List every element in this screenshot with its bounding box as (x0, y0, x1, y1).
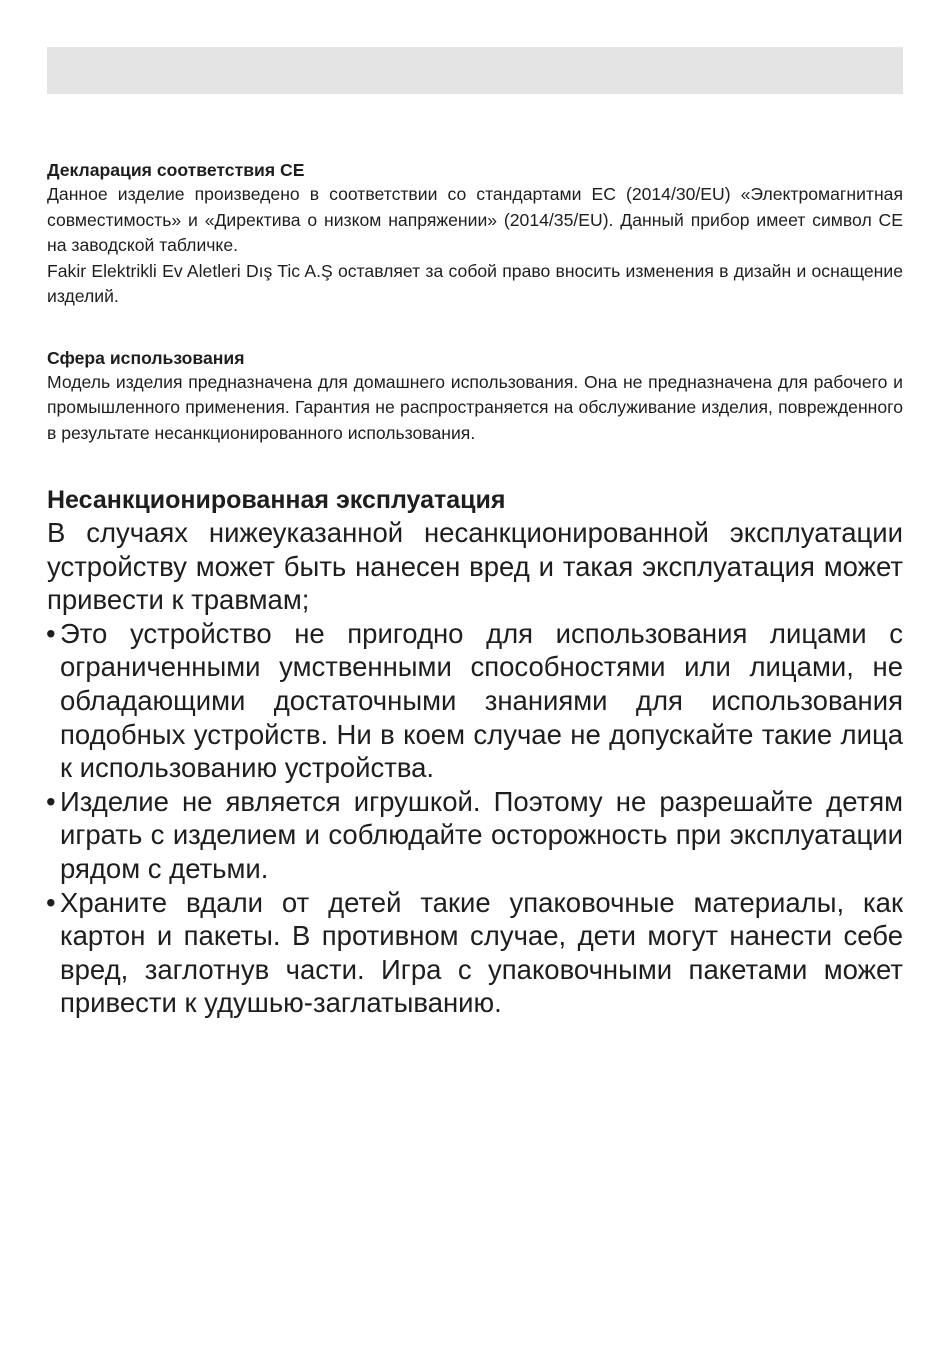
page-content (47, 159, 903, 1020)
manufacturer-rights-paragraph: Fakir Elektrikli Ev Aletleri Dış Tic A.Ş оставляет за собой право вносить изменения в дизайн и оснащение изделий. (47, 260, 903, 306)
unauthorized-use-section (47, 484, 903, 1020)
list-item-text: Изделие не является игрушкой. Поэтому не разрешайте детям играть с изделием и соблюдайте осторожность при эксплуатации рядом с детьми. (60, 785, 903, 884)
ce-declaration-heading: Декларация соответствия CE (47, 160, 305, 180)
ce-declaration-section (47, 159, 903, 310)
unauthorized-use-intro: В случаях нижеуказанной несанкционированной эксплуатации устройству может быть нанесен вред и такая эксплуатация может привести к травмам; (47, 517, 903, 616)
list-item (47, 617, 903, 785)
bullet-icon: • (46, 785, 56, 817)
scope-of-use-paragraph: Модель изделия предназначена для домашнего использования. Она не предназначена для рабочего и промышленного применения. Гарантия не распространяется на обслуживание изделия, поврежденного в результате несанкционированного использования. (47, 371, 903, 443)
bullet-icon: • (46, 617, 56, 649)
list-item-text: Храните вдали от детей такие упаковочные материалы, как картон и пакеты. В противном случае, дети могут нанести себе вред, заглотнув части. Игра с упаковочными пакетами может привести к удушью-заглатыванию. (60, 886, 903, 1019)
section-spacer (47, 310, 903, 347)
section-spacer (47, 446, 903, 484)
list-item (47, 886, 903, 1020)
scope-of-use-section (47, 347, 903, 447)
unauthorized-use-heading: Несанкционированная эксплуатация (47, 486, 506, 514)
list-item (47, 785, 903, 886)
bullet-icon: • (46, 886, 56, 918)
header-bar (47, 47, 903, 94)
scope-of-use-heading: Сфера использования (47, 347, 245, 368)
warning-list (47, 617, 903, 1020)
list-item-text: Это устройство не пригодно для использования лицами с ограниченными умственными способностями или лицами, не обладающими достаточными знаниями для использования подобных устройств. Ни в коем случае не допускайте такие лица к использованию устройства. (60, 617, 903, 784)
ce-declaration-paragraph: Данное изделие произведено в соответствии со стандартами ЕС (2014/30/EU) «Электромагнитная совместимость» и «Директива о низком напряжении» (2014/35/EU). Данный прибор имеет символ CE на заводской табличке. (47, 184, 903, 255)
